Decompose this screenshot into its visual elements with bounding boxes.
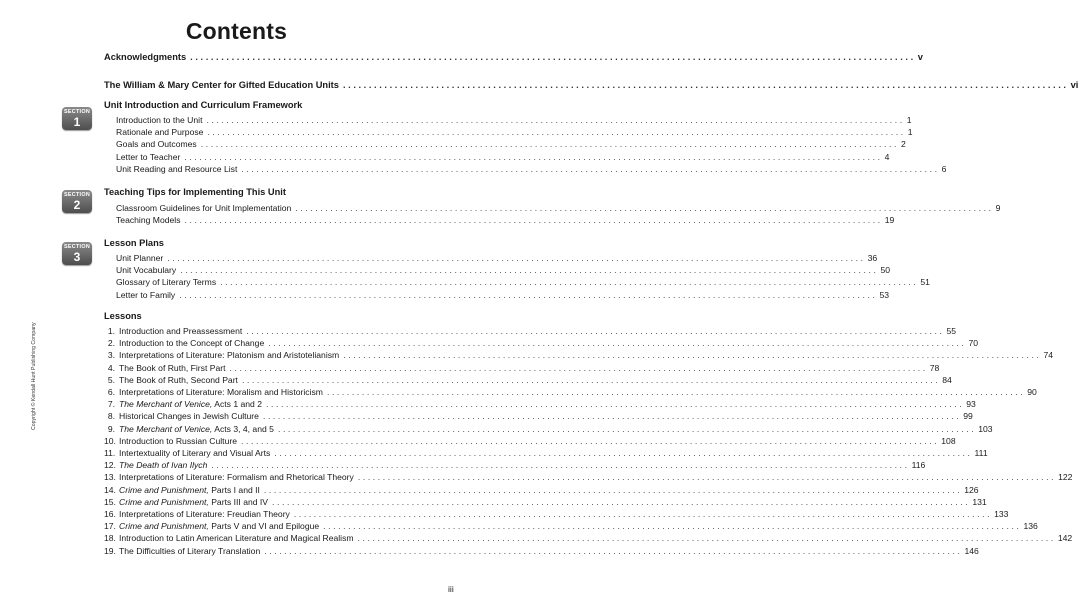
lesson-title-italic: The Merchant of Venice, <box>119 399 213 409</box>
toc-entry-title: The William & Mary Center for Gifted Education Units <box>104 80 339 90</box>
section-badge-number: 2 <box>73 198 81 212</box>
dot-leader: ............................................................................................................................................ <box>241 164 940 174</box>
toc-entry-page: 126 <box>964 485 979 495</box>
toc-entry-page: 1 <box>907 127 913 137</box>
toc-entry-page: 19 <box>884 215 895 225</box>
dot-leader: ............................................................................................................................................ <box>241 436 940 446</box>
lesson-number: 5. <box>107 375 115 385</box>
toc-entry-page: 70 <box>968 338 979 348</box>
toc-entry-page: 131 <box>972 497 987 507</box>
toc-entry-title: Goals and Outcomes <box>116 139 197 149</box>
dot-leader: ............................................................................................................................................ <box>293 509 993 519</box>
toc-entry-page: 90 <box>1027 387 1037 397</box>
section-badge-number: 1 <box>73 115 81 129</box>
dot-leader: ............................................................................................................................................ <box>184 215 883 225</box>
dot-leader: ............................................................................................................................................ <box>200 139 899 149</box>
toc-entry-page: 51 <box>920 277 930 287</box>
toc-entry-page: 142 <box>1057 533 1073 543</box>
toc-lesson-entry[interactable] <box>104 459 926 471</box>
toc-front-entry[interactable] <box>104 51 923 63</box>
toc-entry-page: 9 <box>995 203 1001 213</box>
toc-entry-page: 136 <box>1023 521 1038 531</box>
toc-entry-page: 133 <box>994 509 1009 519</box>
dot-leader: ............................................................................................................................................ <box>246 326 945 336</box>
lesson-number: 16. <box>104 509 116 519</box>
toc-entry-page: 53 <box>879 290 890 300</box>
lesson-number: 15. <box>104 497 116 507</box>
lesson-number: 12. <box>104 460 116 470</box>
toc-entry-page: 50 <box>880 265 891 275</box>
toc-section-entry[interactable] <box>116 126 913 138</box>
page-number: iii <box>448 584 454 594</box>
toc-entry-title: 8. Historical Changes in Jewish Culture <box>104 410 259 422</box>
toc-entry-page: 1 <box>906 115 912 125</box>
lesson-title-italic: The Death of Ivan Ilych <box>119 460 208 470</box>
lesson-number: 2. <box>107 338 115 348</box>
toc-entry-page: 111 <box>974 448 988 458</box>
lesson-number: 6. <box>107 387 115 397</box>
toc-lesson-entry[interactable] <box>104 435 956 447</box>
toc-lesson-entry[interactable] <box>104 398 976 410</box>
section-heading: Lesson Plans <box>104 238 164 248</box>
section-badge-number: 3 <box>73 250 81 264</box>
toc-entry-page: v <box>917 52 923 62</box>
dot-leader: ............................................................................................................................................ <box>342 80 1069 90</box>
lesson-number: 1. <box>107 326 115 336</box>
dot-leader: ............................................................................................................................................ <box>211 460 910 470</box>
lesson-number: 19. <box>104 546 116 556</box>
toc-front-entry[interactable] <box>104 79 1078 91</box>
dot-leader: ............................................................................................................................................ <box>357 533 1056 543</box>
section-badge <box>62 242 92 265</box>
lesson-number: 9. <box>107 424 115 434</box>
toc-entry-title: 7. The Merchant of Venice, Acts 1 and 2 <box>104 398 262 410</box>
toc-entry-title: 5. The Book of Ruth, Second Part <box>104 374 238 386</box>
toc-entry-title: 16. Interpretations of Literature: Freudian Theory <box>104 509 290 519</box>
section-badge-label: SECTION <box>63 109 91 115</box>
toc-entry-page: 146 <box>964 546 979 556</box>
dot-leader: ............................................................................................................................................ <box>241 375 941 385</box>
dot-leader: ............................................................................................................................................ <box>180 265 879 275</box>
toc-entry-page: 103 <box>978 424 993 434</box>
toc-entry-title: 4. The Book of Ruth, First Part <box>104 362 226 374</box>
toc-section-entry[interactable] <box>116 138 906 150</box>
toc-section-entry[interactable] <box>116 114 912 126</box>
section-badge-label: SECTION <box>63 192 91 198</box>
toc-entry-title: 19. The Difficulties of Literary Translation <box>104 546 261 556</box>
dot-leader: ............................................................................................................................................ <box>263 485 963 495</box>
toc-entry-page: 84 <box>942 375 952 385</box>
toc-section-entry[interactable] <box>116 214 895 226</box>
toc-lesson-entry[interactable] <box>104 410 973 422</box>
toc-entry-title: 3. Interpretations of Literature: Platonism and Aristotelianism <box>104 349 339 361</box>
lesson-number: 7. <box>107 399 115 409</box>
section-heading: Teaching Tips for Implementing This Unit <box>104 187 286 197</box>
toc-lesson-entry[interactable] <box>104 508 1009 520</box>
dot-leader: ............................................................................................................................................ <box>326 387 1026 397</box>
dot-leader: ............................................................................................................................................ <box>323 521 1022 531</box>
toc-entry-title: 2. Introduction to the Concept of Change <box>104 337 264 349</box>
dot-leader: ............................................................................................................................................ <box>264 546 963 556</box>
lesson-number: 13. <box>104 472 116 482</box>
toc-entry-page: 99 <box>963 411 973 421</box>
toc-entry-title: 1. Introduction and Preassessment <box>104 325 242 337</box>
lesson-number: 4. <box>107 363 115 373</box>
toc-lesson-entry[interactable] <box>104 349 1054 361</box>
toc-entry-title: Letter to Family <box>116 290 176 300</box>
toc-entry-title: Acknowledgments <box>104 52 187 62</box>
toc-entry-title: Classroom Guidelines for Unit Implementation <box>116 203 292 213</box>
toc-entry-title: 10. Introduction to Russian Culture <box>104 436 237 446</box>
lesson-title-italic: The Merchant of Venice, <box>119 424 213 434</box>
toc-entry-title: 6. Interpretations of Literature: Moralism and Historicism <box>104 386 323 398</box>
dot-leader: ............................................................................................................................................ <box>167 253 866 263</box>
toc-section-entry[interactable] <box>116 252 878 264</box>
lesson-number: 10. <box>104 436 116 446</box>
toc-section-entry[interactable] <box>116 163 947 175</box>
dot-leader: ............................................................................................................................................ <box>207 127 906 137</box>
lesson-number: 8. <box>107 411 115 421</box>
lesson-title-italic: Crime and Punishment, <box>119 497 209 507</box>
toc-entry-page: 4 <box>884 152 890 162</box>
lesson-number: 17. <box>104 521 116 531</box>
toc-entry-title: 9. The Merchant of Venice, Acts 3, 4, and 5 <box>104 423 274 435</box>
toc-entry-title: Unit Vocabulary <box>116 265 177 275</box>
toc-entry-page: 122 <box>1058 472 1073 482</box>
toc-lesson-entry[interactable] <box>104 447 988 459</box>
dot-leader: ............................................................................................................................................ <box>343 350 1042 360</box>
toc-entry-title: 17. Crime and Punishment, Parts V and VI and Epilogue <box>104 521 320 531</box>
toc-lesson-entry[interactable] <box>104 532 1073 544</box>
toc-lesson-entry[interactable] <box>104 423 993 435</box>
toc-section-entry[interactable] <box>116 276 930 288</box>
toc-lesson-entry[interactable] <box>104 471 1073 483</box>
dot-leader: ............................................................................................................................................ <box>190 52 916 62</box>
toc-section-entry[interactable] <box>116 264 891 276</box>
toc-entry-page: 2 <box>901 139 906 149</box>
dot-leader: ............................................................................................................................................ <box>266 399 965 409</box>
toc-entry-title: Teaching Models <box>116 215 181 225</box>
toc-lesson-entry[interactable] <box>104 484 979 496</box>
toc-entry-page: vi <box>1070 80 1078 90</box>
dot-leader: ............................................................................................................................................ <box>277 424 977 434</box>
toc-entry-title: 11. Intertextuality of Literary and Visual Arts <box>104 448 271 458</box>
toc-lesson-entry[interactable] <box>104 496 987 508</box>
toc-section-entry[interactable] <box>116 151 890 163</box>
dot-leader: ............................................................................................................................................ <box>229 363 928 373</box>
page-title: Contents <box>185 18 288 44</box>
dot-leader: ............................................................................................................................................ <box>206 115 905 125</box>
lesson-title-italic: Crime and Punishment, <box>119 485 209 495</box>
toc-lesson-entry[interactable] <box>104 520 1038 532</box>
toc-entry-page: 6 <box>941 164 947 174</box>
toc-entry-page: 93 <box>966 399 976 409</box>
toc-entry-page: 36 <box>867 253 878 263</box>
toc-entry-title: Rationale and Purpose <box>116 127 204 137</box>
toc-lesson-entry[interactable] <box>104 374 952 386</box>
toc-entry-title <box>104 459 207 471</box>
dot-leader: ............................................................................................................................................ <box>184 152 883 162</box>
lesson-number: 18. <box>104 533 116 543</box>
toc-entry-title: 14. Crime and Punishment, Parts I and II <box>104 485 260 495</box>
section-badge <box>62 107 92 130</box>
lesson-number: 11. <box>104 448 116 458</box>
toc-section-entry[interactable] <box>116 289 890 301</box>
section-heading: Unit Introduction and Curriculum Framework <box>104 100 303 110</box>
toc-entry-page: 74 <box>1043 350 1054 360</box>
dot-leader: ............................................................................................................................................ <box>295 203 994 213</box>
lessons-heading: Lessons <box>104 311 142 321</box>
toc-entry-title: Unit Planner <box>116 253 164 263</box>
toc-entry-page: 116 <box>911 460 926 470</box>
dot-leader: ............................................................................................................................................ <box>220 277 919 287</box>
toc-entry-title: 13. Interpretations of Literature: Formalism and Rhetorical Theory <box>104 472 354 482</box>
dot-leader: ............................................................................................................................................ <box>272 497 971 507</box>
toc-entry-title: 15. Crime and Punishment, Parts III and IV <box>104 497 269 507</box>
toc-entry-title: Letter to Teacher <box>116 152 181 162</box>
dot-leader: ............................................................................................................................................ <box>179 290 878 300</box>
copyright-notice: Copyright © Kendall Hunt Publishing Company <box>31 322 37 430</box>
lesson-number: 3. <box>107 350 115 360</box>
toc-entry-page: 55 <box>946 326 957 336</box>
dot-leader: ............................................................................................................................................ <box>357 472 1057 482</box>
dot-leader: ............................................................................................................................................ <box>262 411 962 421</box>
section-badge-label: SECTION <box>63 244 91 250</box>
toc-entry-page: 108 <box>941 436 956 446</box>
dot-leader: ............................................................................................................................................ <box>274 448 973 458</box>
toc-entry-title: Glossary of Literary Terms <box>116 277 217 287</box>
lesson-number: 14. <box>104 485 116 495</box>
toc-entry-title: Unit Reading and Resource List <box>116 164 238 174</box>
dot-leader: ............................................................................................................................................ <box>268 338 967 348</box>
toc-section-entry[interactable] <box>116 202 1001 214</box>
toc-entry-title: 18. Introduction to Latin American Literature and Magical Realism <box>104 533 354 543</box>
toc-lesson-entry[interactable] <box>104 386 1037 398</box>
lesson-title-italic: Crime and Punishment, <box>119 521 209 531</box>
section-badge <box>62 190 92 213</box>
toc-lesson-entry[interactable] <box>104 325 957 337</box>
toc-lesson-entry[interactable] <box>104 337 979 349</box>
toc-entry-title: Introduction to the Unit <box>116 115 203 125</box>
toc-lesson-entry[interactable] <box>104 362 940 374</box>
toc-lesson-entry[interactable] <box>104 545 979 557</box>
toc-entry-page: 78 <box>929 363 940 373</box>
